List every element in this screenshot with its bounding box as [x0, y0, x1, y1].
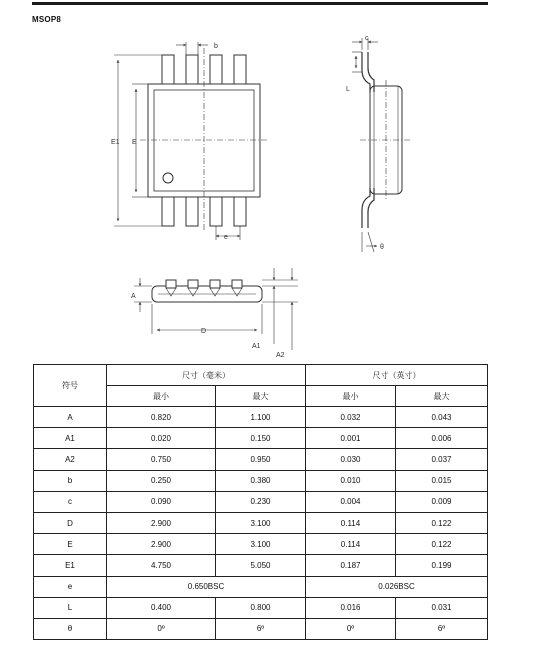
inch-min-cell: 0.030 [306, 449, 396, 470]
table-row [34, 449, 488, 470]
side-view [352, 38, 412, 252]
mm-header: 尺寸（毫米） [107, 365, 306, 386]
table-row [34, 534, 488, 555]
symbol-cell: A2 [34, 449, 107, 470]
label-b: b [214, 43, 218, 50]
table-row [34, 597, 488, 618]
inch-min-cell: 0.114 [306, 534, 396, 555]
symbol-cell: A [34, 407, 107, 428]
label-l: L [346, 86, 350, 93]
inch-max-cell: 0.009 [396, 491, 488, 512]
inch-max-header: 最大 [396, 386, 488, 407]
label-a2: A2 [276, 352, 285, 359]
mm-min-cell: 0.090 [107, 491, 216, 512]
inch-min-cell: 0.004 [306, 491, 396, 512]
inch-max-cell: 0.006 [396, 428, 488, 449]
dimensions-table [33, 364, 488, 640]
symbol-cell: E1 [34, 555, 107, 576]
table-header-row [34, 365, 488, 386]
mm-max-header: 最大 [216, 386, 306, 407]
inch-min-cell: 0.010 [306, 470, 396, 491]
mm-min-cell: 0.750 [107, 449, 216, 470]
mm-max-cell: 0.800 [216, 597, 306, 618]
inch-min-header: 最小 [306, 386, 396, 407]
mm-max-cell: 0.950 [216, 449, 306, 470]
label-d: D [201, 328, 207, 335]
mm-min-cell: 0º [107, 618, 216, 639]
inch-max-cell: 0.037 [396, 449, 488, 470]
mm-min-header: 最小 [107, 386, 216, 407]
inch-min-cell: 0.187 [306, 555, 396, 576]
mm-max-cell: 5.050 [216, 555, 306, 576]
inch-min-cell: 0.016 [306, 597, 396, 618]
label-c: c [365, 35, 369, 42]
symbol-cell: b [34, 470, 107, 491]
mm-max-cell: 0.150 [216, 428, 306, 449]
table-row [34, 428, 488, 449]
front-view [134, 268, 298, 350]
symbol-cell: L [34, 597, 107, 618]
mm-max-cell: 3.100 [216, 512, 306, 533]
mm-max-cell: 6º [216, 618, 306, 639]
inch-max-cell: 0.199 [396, 555, 488, 576]
inch-min-cell: 0º [306, 618, 396, 639]
symbol-cell: E [34, 534, 107, 555]
inch-min-cell: 0.032 [306, 407, 396, 428]
label-a: A [131, 293, 136, 300]
table-row [34, 576, 488, 597]
table-row [34, 512, 488, 533]
table-row [34, 491, 488, 512]
mm-min-cell: 0.400 [107, 597, 216, 618]
mm-min-cell: 0.250 [107, 470, 216, 491]
top-view [114, 42, 268, 240]
inch-max-cell: 0.043 [396, 407, 488, 428]
symbol-header: 符号 [34, 365, 107, 407]
label-a1: A1 [252, 343, 261, 350]
mm-min-cell: 2.900 [107, 534, 216, 555]
label-e-pitch: e [224, 234, 228, 241]
table-row [34, 470, 488, 491]
inch-min-cell: 0.001 [306, 428, 396, 449]
label-theta: θ [380, 244, 384, 251]
label-e: E [132, 139, 137, 146]
table-row [34, 618, 488, 639]
mm-max-cell: 0.230 [216, 491, 306, 512]
symbol-cell: D [34, 512, 107, 533]
mm-max-cell: 0.380 [216, 470, 306, 491]
symbol-cell: A1 [34, 428, 107, 449]
mm-max-cell: 3.100 [216, 534, 306, 555]
inch-header: 尺寸（英寸） [306, 365, 488, 386]
symbol-cell: c [34, 491, 107, 512]
mm-min-cell: 2.900 [107, 512, 216, 533]
label-e1: E1 [111, 139, 120, 146]
inch-max-cell: 0.122 [396, 534, 488, 555]
mm-max-cell: 1.100 [216, 407, 306, 428]
mm-min-cell: 0.020 [107, 428, 216, 449]
inch-min-cell: 0.114 [306, 512, 396, 533]
mm-min-cell: 4.750 [107, 555, 216, 576]
mm-bsc-cell: 0.650BSC [107, 576, 306, 597]
inch-max-cell: 0.122 [396, 512, 488, 533]
inch-max-cell: 6º [396, 618, 488, 639]
symbol-cell: θ [34, 618, 107, 639]
table-row [34, 407, 488, 428]
inch-max-cell: 0.031 [396, 597, 488, 618]
symbol-cell: e [34, 576, 107, 597]
package-title: MSOP8 [32, 15, 62, 24]
inch-bsc-cell: 0.026BSC [306, 576, 488, 597]
table-row [34, 555, 488, 576]
mm-min-cell: 0.820 [107, 407, 216, 428]
inch-max-cell: 0.015 [396, 470, 488, 491]
